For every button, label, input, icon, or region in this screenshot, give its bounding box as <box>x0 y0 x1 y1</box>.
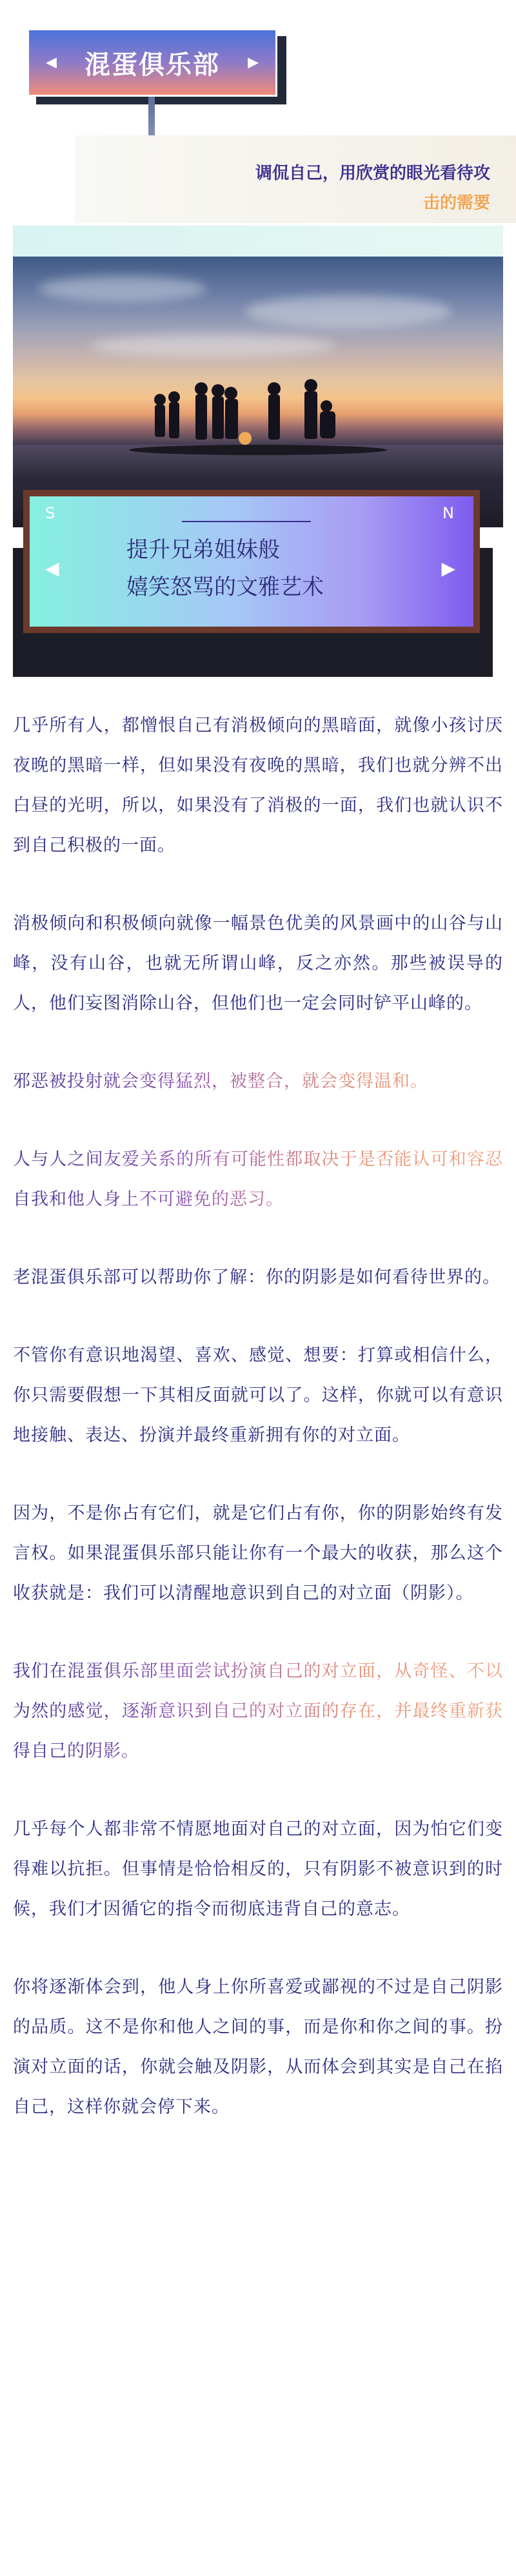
paragraph-7: 因为，不是你占有它们，就是它们占有你，你的阴影始终有发言权。如果混蛋俱乐部只能让你有一个最大的收获，那么这个收获就是：我们可以清醒地意识到自己的对立面（阴影）。 <box>13 1503 503 1603</box>
subtitle-panel <box>75 135 516 223</box>
article-body <box>13 706 503 2165</box>
caret-left-icon: ◀ <box>46 54 57 71</box>
caption-letter-n: N <box>442 504 454 522</box>
caption-letter-s: S <box>45 504 55 522</box>
paragraph-10: 你将逐渐体会到，他人身上你所喜爱或鄙视的不过是自己阴影的品质。这不是你和他人之间的事，而是你和你之间的事。扮演对立面的话，你就会触及阴影，从而体会到其实是自己在掐自己，这样你就会停下来。 <box>13 1977 503 2117</box>
paragraph-6: 不管你有意识地渴望、喜欢、感觉、想要：打算或相信什么，你只需要假想一下其相反面就可以了。这样，你就可以有意识地接触、表达、扮演并最终重新拥有你的对立面。 <box>13 1345 503 1445</box>
paragraph-9: 几乎每个人都非常不情愿地面对自己的对立面，因为怕它们变得难以抗拒。但事情是恰恰相反的，只有阴影不被意识到的时候，我们才因循它的指令而彻底违背自己的意志。 <box>13 1819 503 1919</box>
paragraph-2: 消极倾向和积极倾向就像一幅景色优美的风景画中的山谷与山峰，没有山谷，也就无所谓山峰，反之亦然。那些被误导的人，他们妄图消除山谷，但他们也一定会同时铲平山峰的。 <box>13 913 503 1013</box>
paragraph-5: 老混蛋俱乐部可以帮助你了解：你的阴影是如何看待世界的。 <box>13 1267 501 1287</box>
paragraph-4: 人与人之间友爱关系的所有可能性都取决于是否能认可和容忍自我和他人身上不可避免的恶习。 <box>13 1140 503 1220</box>
hero-top-strip <box>13 226 503 257</box>
caption-text <box>126 531 397 606</box>
caption-line-2: 嬉笑怒骂的文雅艺术 <box>126 574 324 600</box>
caret-right-icon: ▶ <box>441 558 455 579</box>
caption-box <box>30 496 473 627</box>
paragraph-3: 邪恶被投射就会变得猛烈，被整合，就会变得温和。 <box>13 1062 503 1102</box>
people-silhouettes <box>13 257 503 527</box>
paragraph-8: 我们在混蛋俱乐部里面尝试扮演自己的对立面，从奇怪、不以为然的感觉，逐渐意识到自己的对立面的存在，并最终重新获得自己的阴影。 <box>13 1652 503 1771</box>
caption-divider <box>182 521 311 522</box>
subtitle-line-b: 击的需要 <box>422 193 490 213</box>
subtitle-line-a: 调侃自己，用欣赏的眼光看待攻 <box>255 164 490 183</box>
caption-line-1: 提升兄弟姐妹般 <box>126 537 280 563</box>
hero-image <box>13 257 503 527</box>
caret-right-icon: ▶ <box>248 54 259 71</box>
header-badge <box>27 28 277 97</box>
subtitle-text <box>155 159 490 218</box>
paragraph-1: 几乎所有人，都憎恨自己有消极倾向的黑暗面，就像小孩讨厌夜晚的黑暗一样，但如果没有夜晚的黑暗，我们也就分辨不出白昼的光明，所以，如果没有了消极的一面，我们也就认识不到自己积极的一面。 <box>13 716 503 855</box>
caret-left-icon: ◀ <box>45 558 59 579</box>
badge-title: 混蛋俱乐部 <box>84 50 220 80</box>
